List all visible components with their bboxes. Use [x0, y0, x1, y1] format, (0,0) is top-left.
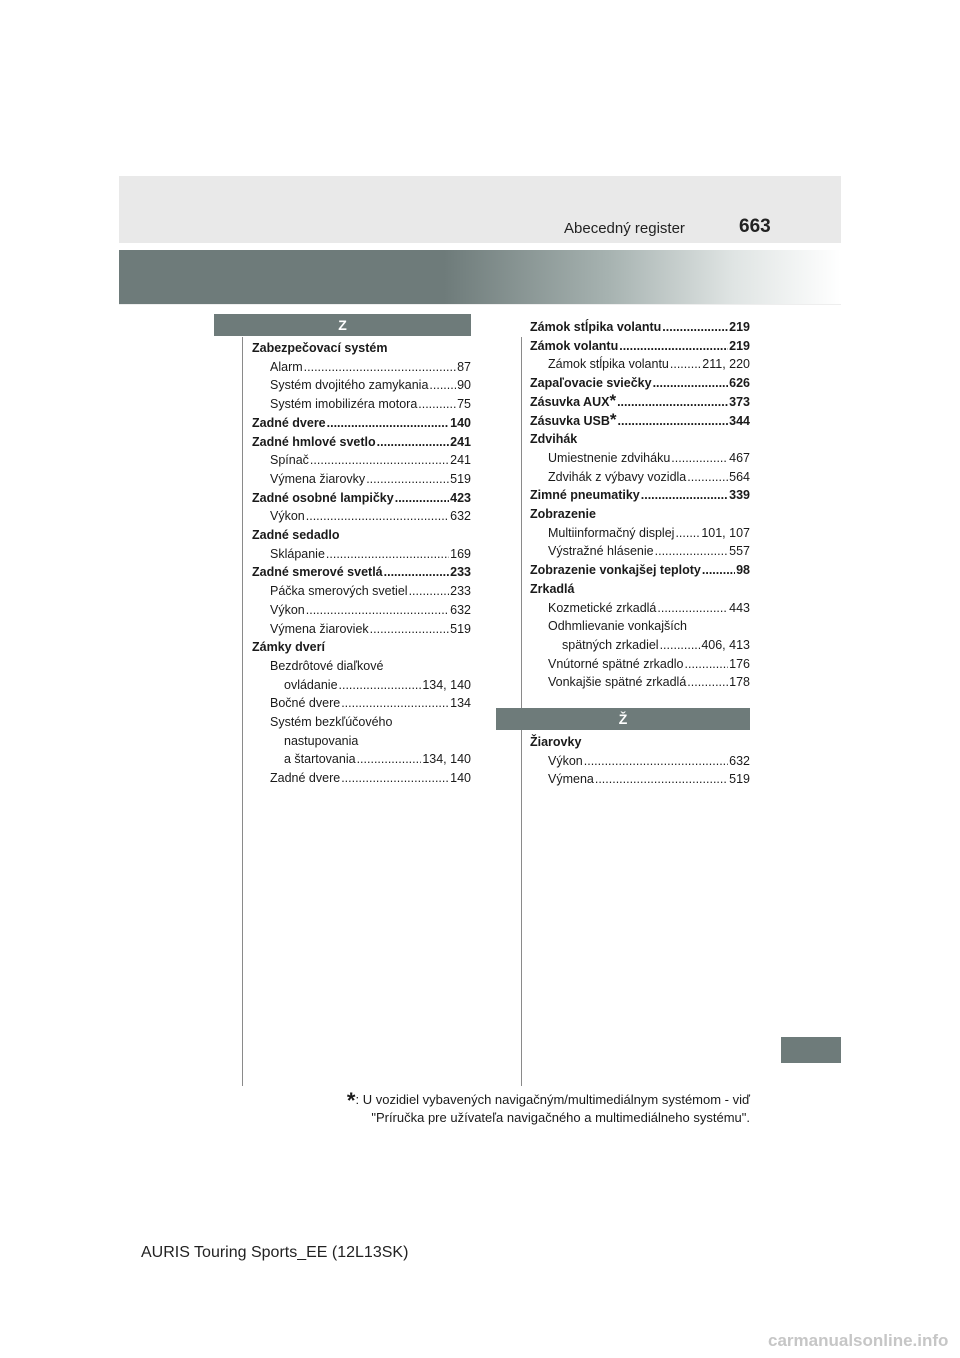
- leader-dots: [339, 676, 422, 695]
- entry-text: Výkon: [270, 509, 305, 524]
- entry-text: Spínač: [270, 453, 309, 468]
- entry-text: Výkon: [270, 602, 305, 617]
- section-header-z: Z: [214, 314, 471, 336]
- index-entry: [252, 339, 471, 358]
- leader-dots: [595, 770, 728, 789]
- entry-page: 211, 220: [702, 357, 750, 372]
- header-banner: [119, 250, 841, 304]
- leader-dots: [641, 486, 728, 505]
- entry-page: 632: [450, 509, 471, 524]
- index-entry: [530, 486, 750, 505]
- entry-page: 134, 140: [422, 677, 471, 692]
- entry-text: Zimné pneumatiky: [530, 488, 640, 503]
- leader-dots: [366, 470, 449, 489]
- leader-dots: [306, 507, 449, 526]
- leader-dots: [326, 545, 449, 564]
- index-entry: Zásuvka USB * ..... 344: [530, 412, 750, 431]
- entry-page: 443: [729, 600, 750, 615]
- leader-dots: [409, 582, 450, 601]
- leader-dots: [418, 395, 456, 414]
- entry-text: Bezdrôtové diaľkové: [270, 658, 384, 673]
- entry-text: Kozmetické zrkadlá: [548, 600, 657, 615]
- index-entry: [530, 733, 750, 752]
- index-entry: [252, 582, 471, 601]
- entry-text: Zásuvka AUX: [530, 394, 610, 409]
- thumb-index-tab: [781, 1037, 841, 1063]
- entry-text: ovládanie: [284, 677, 338, 692]
- index-entry: [252, 713, 471, 732]
- index-entry: [252, 489, 471, 508]
- entry-page: 564: [729, 469, 750, 484]
- index-entry: [530, 752, 750, 771]
- header-rule: [119, 304, 841, 305]
- leader-dots: [384, 563, 450, 582]
- index-entry: Zásuvka AUX * ..... 373: [530, 393, 750, 412]
- entry-text: Vnútorné spätné zrkadlo: [548, 656, 684, 671]
- index-entry: [252, 526, 471, 545]
- entry-page: 134: [450, 696, 471, 711]
- index-entry: [530, 655, 750, 674]
- leader-dots: [617, 393, 728, 412]
- left-column-rule: [242, 337, 243, 1086]
- entry-text: Zadné dvere: [270, 771, 341, 786]
- leader-dots: [310, 451, 449, 470]
- index-entry: [530, 449, 750, 468]
- index-entry: [252, 414, 471, 433]
- leader-dots: [687, 468, 728, 487]
- entry-page: 344: [729, 413, 750, 428]
- entry-page: 176: [729, 656, 750, 671]
- entry-text: Alarm: [270, 359, 303, 374]
- entry-text: Páčka smerových svetiel: [270, 584, 408, 599]
- footnote-asterisk: *: [346, 1088, 356, 1113]
- section-header-zh: Ž: [496, 708, 750, 730]
- index-column-right: [530, 318, 750, 692]
- leader-dots: [618, 412, 729, 431]
- entry-page: 233: [450, 584, 471, 599]
- entry-text: Zámok stĺpika volantu: [548, 357, 669, 372]
- entry-page: 406, 413: [701, 637, 750, 652]
- entry-text: Sklápanie: [270, 546, 325, 561]
- entry-page: 90: [457, 378, 471, 393]
- entry-page: 339: [729, 488, 750, 503]
- index-entry: [530, 337, 750, 356]
- entry-text: Zadné osobné lampičky: [252, 490, 394, 505]
- index-column-right-zh: [530, 733, 750, 789]
- leader-dots: [370, 620, 449, 639]
- index-entry: [530, 524, 750, 543]
- index-entry: [530, 673, 750, 692]
- entry-text: a štartovania: [284, 752, 356, 767]
- entry-text: Systém imobilizéra motora: [270, 397, 418, 412]
- header-box: [119, 176, 841, 243]
- index-entry: [530, 599, 750, 618]
- entry-text: spätných zrkadiel: [562, 637, 659, 652]
- leader-dots: [657, 599, 728, 618]
- index-entry: [252, 750, 471, 769]
- index-entry: [252, 376, 471, 395]
- leader-dots: [619, 337, 728, 356]
- entry-text: Systém bezkľúčového: [270, 715, 393, 730]
- leader-dots: [670, 355, 701, 374]
- entry-page: 75: [457, 397, 471, 412]
- entry-text: Zadné smerové svetlá: [252, 565, 383, 580]
- leader-dots: [687, 673, 728, 692]
- leader-dots: [341, 694, 449, 713]
- index-entry: [252, 676, 471, 695]
- index-entry: [252, 470, 471, 489]
- entry-text: Zadné dvere: [252, 415, 326, 430]
- leader-dots: [327, 414, 450, 433]
- leader-dots: [662, 318, 728, 337]
- page-number: 663: [739, 216, 771, 237]
- index-entry: [530, 770, 750, 789]
- index-entry: [530, 374, 750, 393]
- entry-text: Zámky dverí: [252, 640, 325, 655]
- index-entry: [530, 561, 750, 580]
- watermark: carmanualsonline.info: [768, 1331, 949, 1350]
- entry-text: nastupovania: [284, 733, 359, 748]
- footnote: [242, 1088, 750, 1126]
- index-entry: [252, 769, 471, 788]
- entry-page: 140: [450, 771, 471, 786]
- leader-dots: [341, 769, 449, 788]
- entry-page: 626: [729, 376, 750, 391]
- entry-text: Odhmlievanie vonkajších: [548, 619, 687, 634]
- entry-text: Žiarovky: [530, 735, 582, 749]
- entry-text: Systém dvojitého zamykania: [270, 378, 429, 393]
- index-column-left: [252, 339, 471, 788]
- entry-text: Zdvihák z výbavy vozidla: [548, 469, 687, 484]
- leader-dots: [395, 489, 449, 508]
- leader-dots: [429, 376, 456, 395]
- index-entry: [252, 563, 471, 582]
- footnote-line-2: "Príručka pre užívateľa navigačného a multimediálneho systému".: [371, 1110, 750, 1125]
- leader-dots: [660, 636, 701, 655]
- index-entry: [252, 638, 471, 657]
- entry-text: Zámok volantu: [530, 338, 619, 353]
- entry-page: 241: [450, 453, 471, 468]
- index-entry: [252, 620, 471, 639]
- leader-dots: [584, 752, 728, 771]
- entry-page: 101, 107: [701, 525, 750, 540]
- entry-page: 233: [450, 565, 471, 580]
- entry-page: 557: [729, 544, 750, 559]
- entry-text: Zobrazenie vonkajšej teploty: [530, 563, 701, 578]
- entry-text: Výkon: [548, 753, 583, 768]
- entry-text: Zadné hmlové svetlo: [252, 434, 376, 449]
- entry-text: Vonkajšie spätné zrkadlá: [548, 675, 687, 690]
- leader-dots: [655, 542, 729, 561]
- entry-text: Umiestnenie zdviháku: [548, 450, 671, 465]
- entry-text: Zabezpečovací systém: [252, 341, 388, 355]
- entry-page: 178: [729, 675, 750, 690]
- index-entry: [530, 355, 750, 374]
- leader-dots: [675, 524, 700, 543]
- index-entry: [252, 657, 471, 676]
- leader-dots: [702, 561, 735, 580]
- leader-dots: [377, 433, 449, 452]
- entry-page: 423: [450, 490, 471, 505]
- leader-dots: [671, 449, 728, 468]
- entry-page: 519: [450, 471, 471, 486]
- entry-text: Zásuvka USB: [530, 413, 610, 428]
- entry-text: Výmena: [548, 772, 594, 787]
- entry-text: Zobrazenie: [530, 507, 596, 522]
- entry-text: Multiinformačný displej: [548, 525, 675, 540]
- entry-page: 219: [729, 338, 750, 353]
- entry-page: 241: [450, 434, 471, 449]
- index-entry: [252, 358, 471, 377]
- index-entry: [530, 542, 750, 561]
- entry-text: Zrkadlá: [530, 581, 575, 596]
- leader-dots: [685, 655, 729, 674]
- entry-page: 519: [450, 621, 471, 636]
- header-title: Abecedný register: [564, 220, 685, 237]
- index-entry: [252, 601, 471, 620]
- leader-dots: [306, 601, 449, 620]
- entry-text: Výmena žiarovky: [270, 471, 366, 486]
- index-entry: [252, 507, 471, 526]
- leader-dots: [357, 750, 422, 769]
- entry-page: 632: [450, 602, 471, 617]
- entry-text: Bočné dvere: [270, 696, 341, 711]
- index-entry: [530, 318, 750, 337]
- entry-text: Výstražné hlásenie: [548, 544, 654, 559]
- index-entry: [252, 395, 471, 414]
- index-entry: [530, 617, 750, 636]
- index-entry: [252, 451, 471, 470]
- entry-page: 219: [729, 320, 750, 334]
- entry-page: 134, 140: [422, 752, 471, 767]
- index-entry: [530, 505, 750, 524]
- entry-page: 87: [457, 359, 471, 374]
- leader-dots: [304, 358, 456, 377]
- entry-text: Výmena žiaroviek: [270, 621, 369, 636]
- index-entry: [252, 732, 471, 751]
- index-entry: [530, 580, 750, 599]
- entry-page: 373: [729, 394, 750, 409]
- leader-dots: [653, 374, 729, 393]
- index-entry: [252, 694, 471, 713]
- entry-page: 632: [729, 753, 750, 768]
- index-entry: [252, 433, 471, 452]
- index-entry: [530, 636, 750, 655]
- entry-text: Zdvihák: [530, 432, 578, 447]
- entry-page: 467: [729, 450, 750, 465]
- footnote-line-1: : U vozidiel vybavených navigačným/multimediálnym systémom - viď: [355, 1092, 750, 1107]
- entry-page: 140: [450, 415, 471, 430]
- entry-page: 169: [450, 546, 471, 561]
- entry-text: Zapaľovacie sviečky: [530, 376, 652, 391]
- book-code: AURIS Touring Sports_EE (12L13SK): [141, 1244, 409, 1261]
- entry-text: Zadné sedadlo: [252, 528, 340, 543]
- index-entry: [530, 430, 750, 449]
- index-entry: [530, 468, 750, 487]
- entry-page: 98: [736, 563, 750, 578]
- entry-text: Zámok stĺpika volantu: [530, 320, 662, 334]
- index-entry: [252, 545, 471, 564]
- entry-page: 519: [729, 772, 750, 787]
